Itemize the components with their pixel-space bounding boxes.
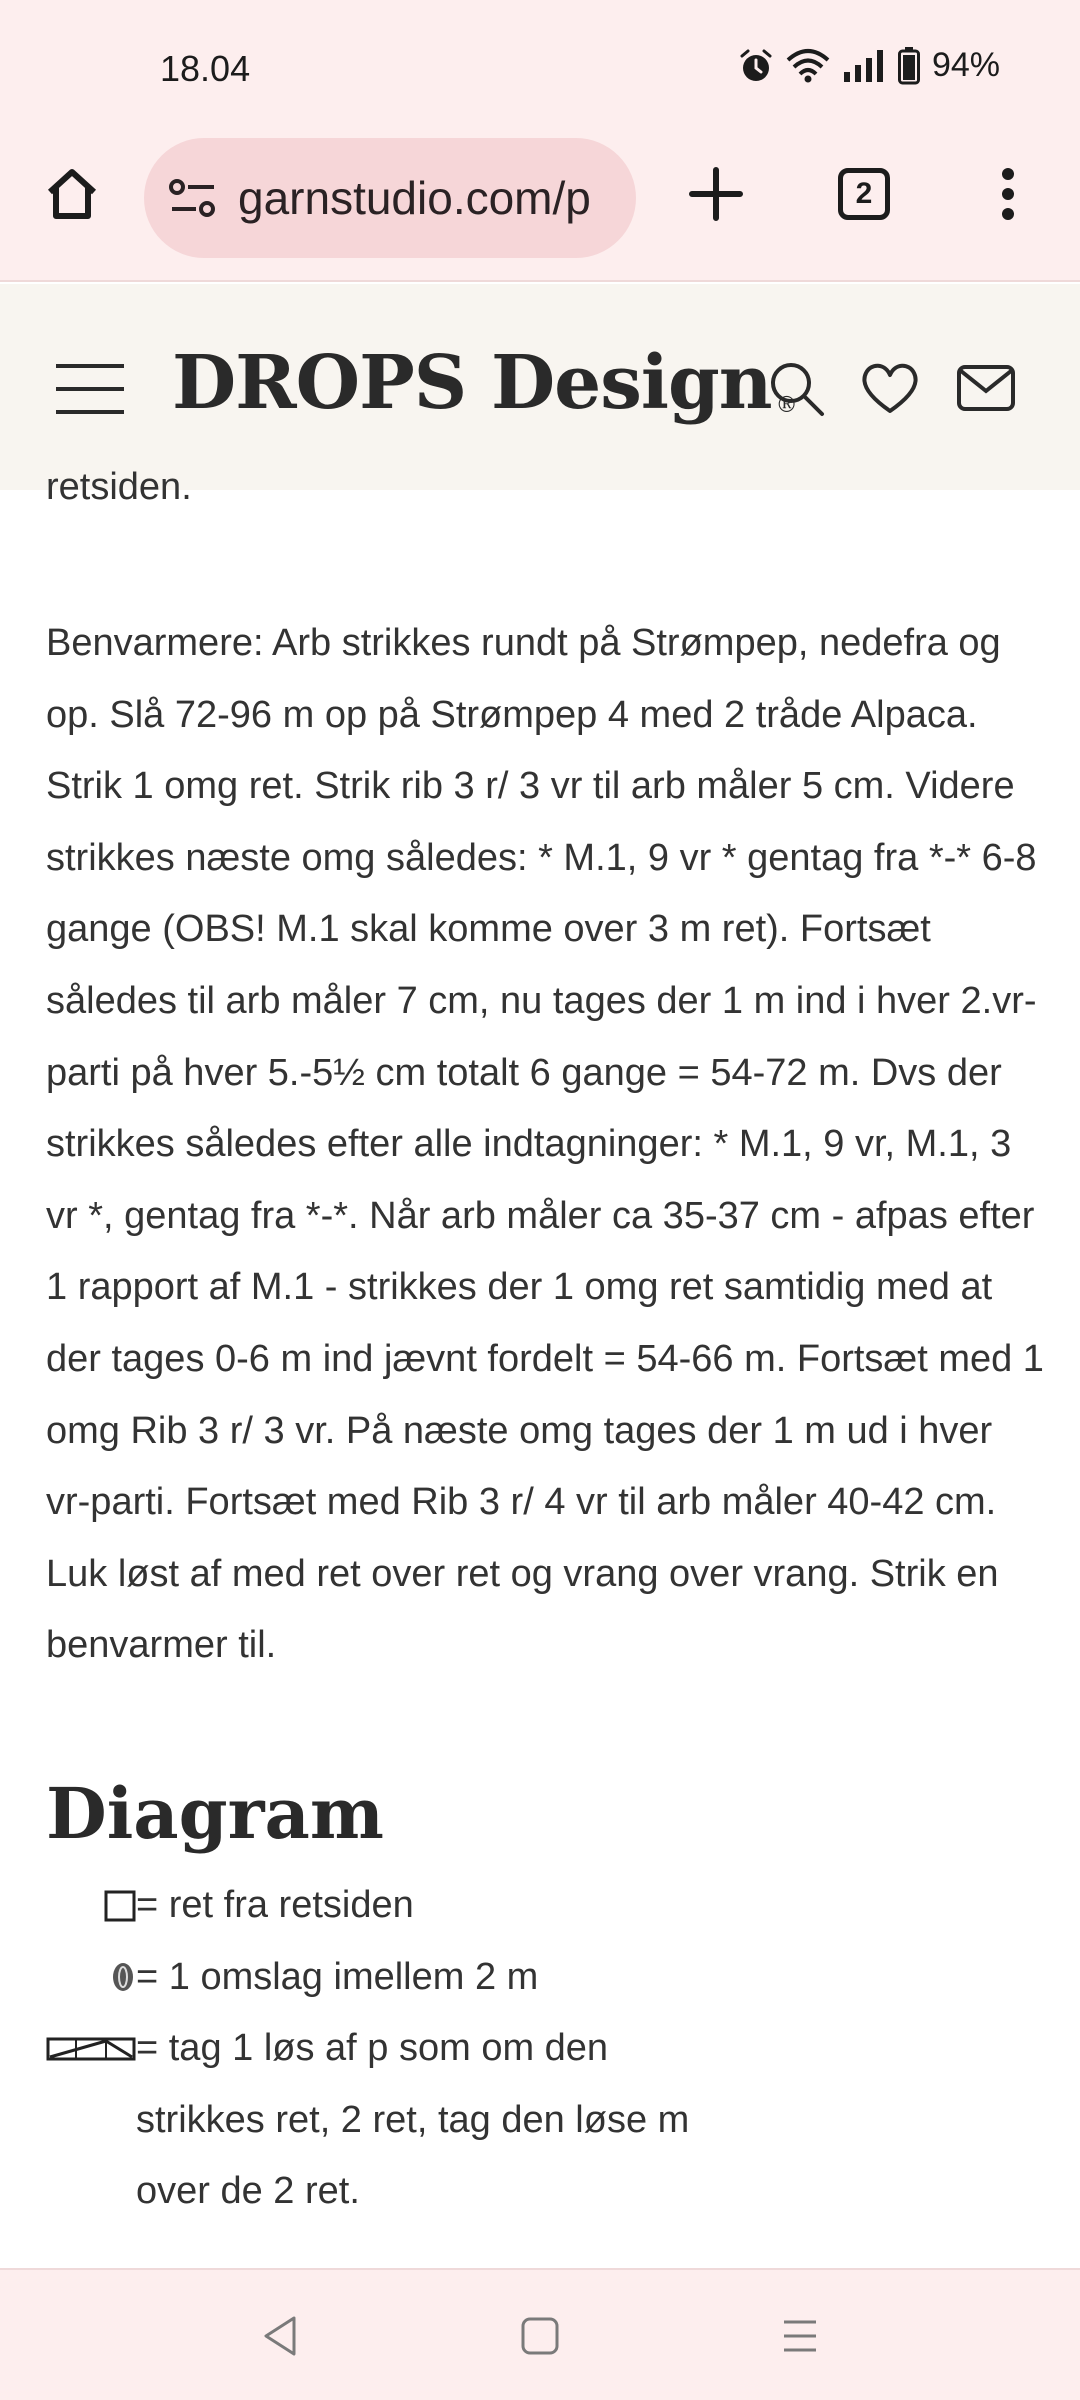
search-button[interactable] [758, 350, 834, 426]
hamburger-icon [54, 362, 126, 416]
diagram-heading: Diagram [46, 1772, 384, 1855]
alarm-icon [738, 48, 774, 84]
more-vert-icon [998, 166, 1018, 222]
tab-switcher-button[interactable] [828, 158, 900, 230]
wifi-icon [786, 48, 830, 84]
browser-toolbar [0, 130, 1080, 282]
diagram-legend [46, 1870, 1046, 2228]
legend-item [46, 1870, 1046, 1942]
browser-menu-button[interactable] [972, 158, 1044, 230]
new-tab-button[interactable] [680, 158, 752, 230]
heart-icon [860, 361, 920, 415]
site-menu-button[interactable] [50, 349, 130, 429]
search-icon [766, 358, 826, 418]
legend-text: = tag 1 løs af p som om den strikkes ret, 2 ret, tag den løse m over de 2 ret. [136, 2027, 690, 2213]
site-header [0, 284, 1080, 490]
system-navigation-bar [0, 2268, 1080, 2400]
address-bar[interactable] [144, 138, 636, 258]
status-icons [738, 46, 1000, 85]
status-bar [0, 0, 1080, 130]
battery-icon [898, 47, 920, 85]
drops-logo[interactable] [172, 340, 797, 426]
logo-mark: ® [775, 393, 797, 418]
site-settings-icon[interactable] [168, 177, 218, 219]
legend-item [46, 1942, 1046, 2014]
contact-button[interactable] [948, 350, 1024, 426]
legend-item [46, 2013, 1046, 2228]
legend-text: = 1 omslag imellem 2 m [136, 1955, 539, 1998]
home-icon [42, 164, 102, 224]
pattern-instructions: Benvarmere: Arb strikkes rundt på Strømpep, nedefra og op. Slå 72-96 m op på Strømpep 4 med 2 tråde Alpaca. Strik 1 omg ret. Strik rib 3 r/ 3 vr til arb måler 5 cm. Videre strikkes næste omg således: * M.1, 9 vr * gentag fra *-* 6-8 gange (OBS! M.1 skal komme over 3 m ret). Fortsæt således til arb måler 7 cm, nu tages der 1 m ind i hver 2.vr-parti på hver 5.-5½ cm totalt 6 gange = 54-72 m. Dvs der strikkes således efter alle indtagninger: * M.1, 9 vr, M.1, 3 vr *, gentag fra *-*. Når arb måler ca 35-37 cm - afpas efter 1 rapport af M.1 - strikkes der 1 omg ret samtidig med at der tages 0-6 m ind jævnt fordelt = 54-66 m. Fortsæt med 1 omg Rib 3 r/ 3 vr. På næste omg tages der 1 m ud i hver vr-parti. Fortsæt med Rib 3 r/ 4 vr til arb måler 40-42 cm. Luk løst af med ret over ret og vrang over vrang. Strik en benvarmer til. [46, 622, 1044, 1667]
psso-symbol-icon [46, 2035, 136, 2063]
signal-icon [842, 48, 886, 84]
yarn-over-symbol-icon [110, 1960, 136, 1994]
url-text: garnstudio.com/p [238, 172, 591, 224]
home-button[interactable] [36, 158, 108, 230]
knit-square-symbol-icon [104, 1890, 136, 1922]
home-square-icon [520, 2316, 560, 2356]
tab-count: 2 [838, 168, 890, 220]
logo-text: DROPS Design [172, 340, 772, 426]
status-time: 18.04 [160, 48, 251, 89]
recents-icon [780, 2316, 820, 2356]
plus-icon [688, 166, 744, 222]
favorites-button[interactable] [852, 350, 928, 426]
back-icon [260, 2314, 300, 2358]
home-nav-button[interactable] [504, 2306, 576, 2366]
legend-text: = ret fra retsiden [136, 1884, 414, 1926]
mail-icon [957, 365, 1015, 411]
pattern-content [0, 466, 1080, 2268]
recents-button[interactable] [764, 2306, 836, 2366]
battery-level: 94% [931, 46, 1000, 84]
back-button[interactable] [244, 2306, 316, 2366]
partial-text-line: retsiden. [46, 466, 192, 508]
